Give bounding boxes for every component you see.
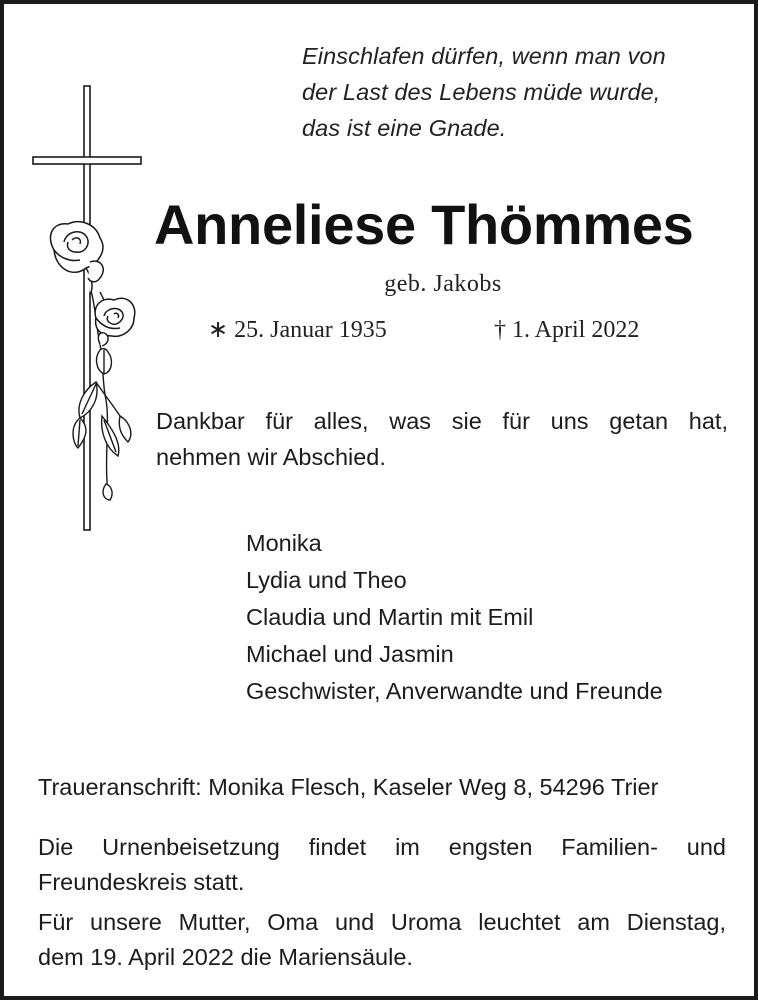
- memorial-notice: [38, 905, 726, 975]
- quote-line: Einschlafen dürfen, wenn man von: [302, 43, 666, 69]
- mourning-address: Traueranschrift: Monika Flesch, Kaseler Weg 8, 54296 Trier: [38, 774, 659, 800]
- thanks-line: nehmen wir Abschied.: [156, 444, 386, 470]
- burial-line: Freundeskreis statt.: [38, 869, 245, 895]
- birth-name: geb. Jakobs: [384, 271, 502, 297]
- quote-line: das ist eine Gnade.: [302, 115, 507, 141]
- deceased-name: Anneliese Thömmes: [154, 193, 694, 256]
- mourner-entry: Michael und Jasmin: [246, 641, 454, 667]
- thanks-line: Dankbar für alles, was sie für uns getan hat,: [156, 408, 728, 434]
- memorial-line: Für unsere Mutter, Oma und Uroma leuchtet am Dienstag,: [38, 909, 726, 935]
- quote-line: der Last des Lebens müde wurde,: [302, 79, 661, 105]
- mourner-entry: Monika: [246, 530, 322, 556]
- burial-line: Die Urnenbeisetzung findet im engsten Familien- und: [38, 834, 726, 860]
- mourner-entry: Claudia und Martin mit Emil: [246, 604, 534, 630]
- mourner-entry: Geschwister, Anverwandte und Freunde: [246, 678, 663, 704]
- quote: [302, 38, 666, 146]
- birth-date: ∗ 25. Januar 1935: [208, 317, 387, 343]
- cross-with-roses-icon: [30, 82, 150, 534]
- burial-notice: [38, 830, 726, 900]
- mourners-list: [246, 525, 663, 710]
- mourner-entry: Lydia und Theo: [246, 567, 407, 593]
- death-date: † 1. April 2022: [494, 317, 640, 343]
- memorial-line: dem 19. April 2022 die Mariensäule.: [38, 944, 413, 970]
- thanks-text: [156, 403, 728, 475]
